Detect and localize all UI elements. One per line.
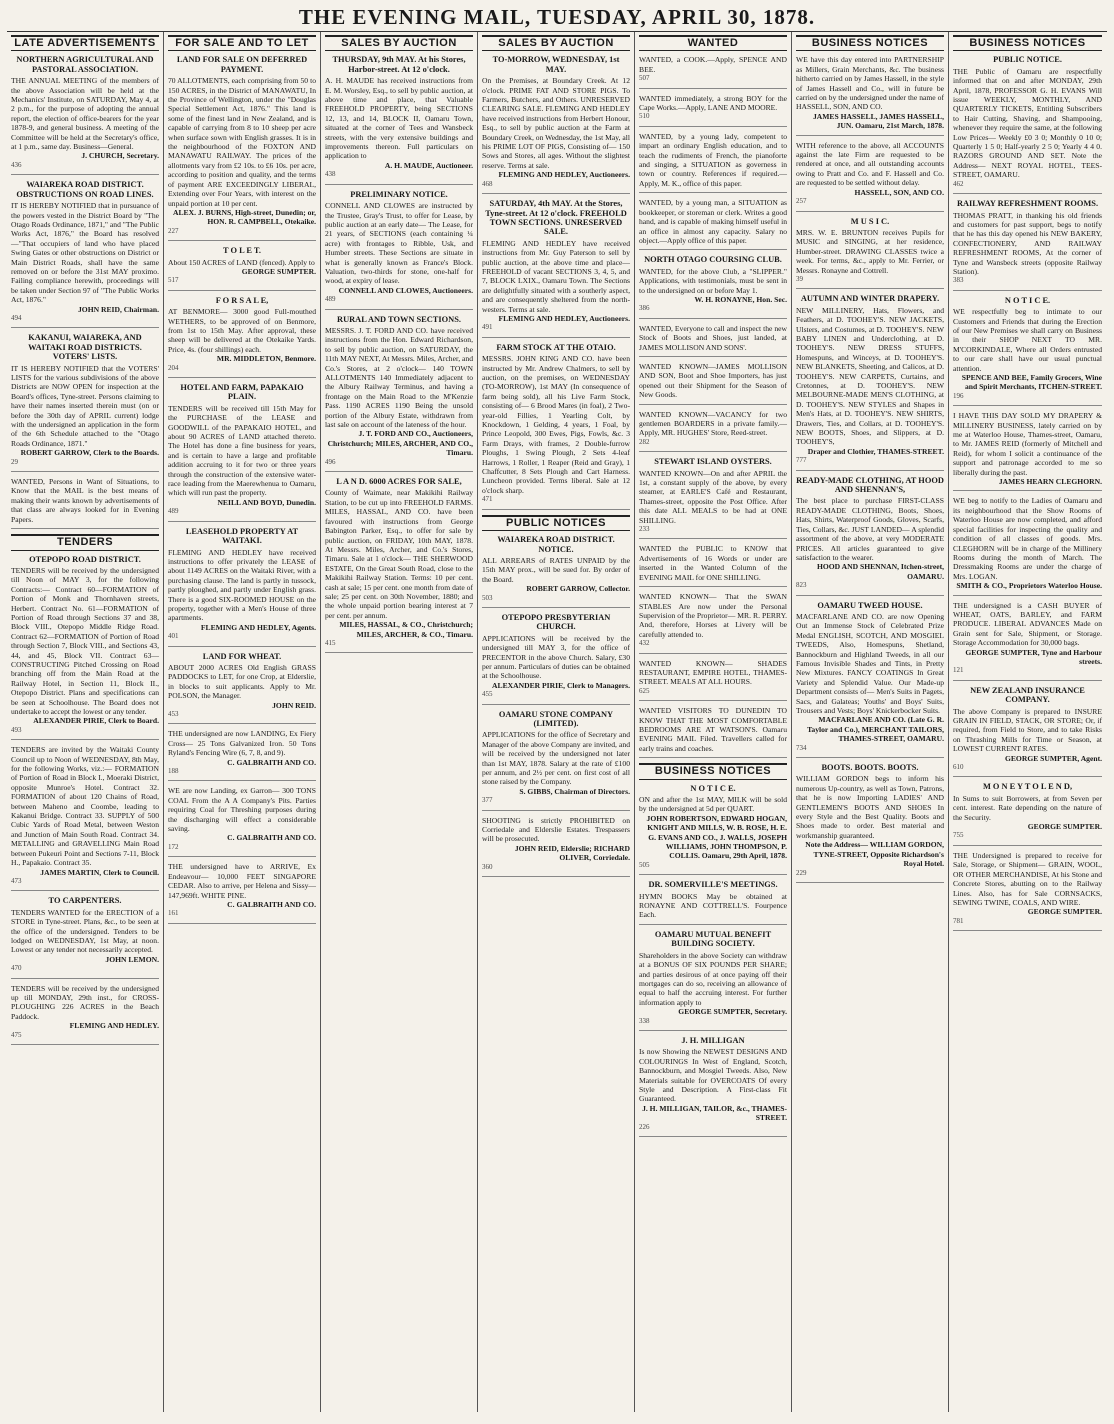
ad-number: 121	[953, 666, 964, 675]
ad-title: OTEPOPO ROAD DISTRICT.	[29, 554, 141, 564]
ad-signature: GEORGE SUMPTER, Tyne and Harbour streets.	[965, 647, 1102, 666]
ad-body: TENDERS will be received by the undersigned till Noon of MAY 3, for the following Contracts:— Contract 60—FORMATION of Portion of Monk and Thornhaven streets, Herbert. Contract No. 61—FORMATION of Portion of Road through Sections 37 and 38, Block VIII., Otepopo Middle Ridge Road. Contract 62—FORMATION of Portion of Road through Section 7, Block VIII., and Sections 43, 44, and 45, Block VII. Contract 63—CONSTRUCTING Pitched Crossing on Road branching off from the Main Road at the Railway Hotel, in Section 11, Block II., Otepopo District. Plans and specifications can be seen at Schoolhouse. The Board does not undertake to accept the lowest or any tender.	[11, 565, 159, 716]
ad-body: THE Undersigned is prepared to receive for Sale, Storage, or Shipment— GRAIN, WOOL, OR OTHER MERCHANDISE, At his Stone and Concrete Stores, abutting on to the Railway Lines. Also, has for Sale CORNSACKS, SEWING TWINE, COALS, AND WIRE.	[953, 850, 1102, 907]
advertisement	[11, 896, 159, 978]
ad-number: 438	[325, 170, 336, 179]
ad-body: WANTED, for the above Club, a "SLIPPER." Applications, with testimonials, must be sent in to the undersigned on or before May 1.	[639, 266, 787, 295]
ad-number: 386	[639, 304, 650, 313]
ad-number: 493	[11, 725, 22, 734]
ad-body: In Sums to suit Borrowers, at from Seven per cent. interest. Rate depending on the nature of the Security.	[953, 793, 1102, 822]
advertisement	[168, 246, 316, 291]
advertisement	[11, 55, 159, 175]
ad-signature: J. H. MILLIGAN, TAILOR, &c., THAMES-STREET.	[642, 1103, 787, 1123]
ad-number: 755	[953, 831, 964, 840]
ad-body: WANTED immediately, a strong BOY for the Cape Works.—Apply, LANE AND MOORE.	[639, 93, 787, 113]
ad-signature: MILES, HASSAL, & CO., Christchurch; MILES, ARCHER, & CO., Timaru.	[339, 620, 473, 639]
ad-signature: FLEMING AND HEDLEY, Auctioneers.	[498, 170, 630, 180]
ad-title: L A N D. 6000 ACRES FOR SALE,	[336, 477, 462, 487]
ad-body: WANTED KNOWN—VACANCY for two gentlemen BOARDERS in a private family.—Apply, MR. HUGHES' Store, Reed-street.	[639, 409, 787, 438]
ad-title: LEASEHOLD PROPERTY AT WAITAKI.	[185, 526, 299, 546]
ad-title: LAND FOR WHEAT.	[202, 651, 282, 661]
ad-body: WANTED, Everyone to call and inspect the new Stock of Boots and Shoes, just landed, at JAMES MOLLISON AND SONS'.	[639, 323, 787, 352]
ad-number: 229	[796, 868, 807, 877]
advertisement	[639, 410, 787, 453]
ad-number: 415	[325, 638, 336, 647]
advertisement	[11, 333, 159, 472]
ad-body: TENDERS are invited by the Waitaki County Council up to Noon of WEDNESDAY, 8th May, for the following Works, viz.:— FORMATION of Portion of Road in Block I., Moeraki District, opposite Munroe's Hotel. Contract 32. FORMATION of about 120 Chains of Road, between Maheno and Coombe, leading to Kakanui Bridge. Contract 33. SUPPLY of 500 Cubic Yards of Road Metal, between Weston and Junction of Main South Road. Contract 34. METALLING and GRAVELLING Main Road between Pukeuri Point and Sections 7-11, Block H., Papakaio. Contract 35.	[11, 745, 159, 868]
ad-title: PUBLIC NOTICE.	[993, 55, 1062, 65]
ad-title: KAKANUI, WAIAREKA, AND WAITAKI ROAD DISTRICTS. VOTERS' LISTS.	[28, 333, 142, 362]
ad-body: FLEMING AND HEDLEY have received instructions from Mr. Guy Paterson to sell by public auction, at the above time and place— FREEHOLD of vacant SECTIONS 3, 4, 5, and 7, BLOCK LXIX., Oamaru Town. The Sections are delightfully situated with a southerly aspect, and are consequently sheltered from the north-westers. Terms at sale.	[482, 238, 630, 314]
advertisement	[796, 476, 944, 596]
advertisement	[482, 816, 630, 877]
ad-signature: GEORGE SUMPTER.	[241, 266, 316, 276]
advertisement	[168, 55, 316, 241]
ad-body: ABOUT 2000 ACRES Old English GRASS PADDOCKS to LET, for one Crop, at Elderslie, in blocks to suit applicants. Apply to Mr. POLSON, the Manager.	[168, 662, 316, 701]
ad-body: A. H. MAUDE has received instructions from E. M. Worsley, Esq., to sell by public auction, at above time and place, that Valuable FREEHOLD PROPERTY, being SECTIONS 12, 13, and 14, BLOCK II, Oamaru Town, situated at the corner of Tees and Wansbeck streets, with the very extensive buildings and improvements thereon. Full particulars on application to	[325, 76, 473, 161]
ad-signature: ALEXANDER PIRIE, Clerk to Board.	[33, 716, 159, 726]
ad-body: SHOOTING is strictly PROHIBITED on Corriedale and Elderslie Estates. Trespassers will be prosecuted.	[482, 815, 630, 844]
ad-number: 470	[11, 964, 22, 973]
ad-title: N O T I C E.	[690, 783, 736, 793]
column-4	[478, 32, 635, 1412]
ad-body: WANTED the PUBLIC to KNOW that Advertisements of 16 Words or under are inserted in the Wanted Column of the EVENING MAIL for ONE SHILLING.	[639, 544, 787, 582]
ad-number: 432	[639, 639, 650, 648]
ad-signature: CONNELL AND CLOWES, Auctioneers.	[338, 285, 473, 295]
advertisement	[639, 198, 787, 250]
ad-title: T O L E T.	[223, 246, 261, 256]
ad-signature: MR. MIDDLETON, Benmore.	[216, 354, 316, 364]
ad-title: NEW ZEALAND INSURANCE COMPANY.	[970, 685, 1085, 705]
column-6	[792, 32, 949, 1412]
ad-body: 70 ALLOTMENTS, each comprising from 50 to 150 ACRES, in the District of MANAWATU, In the Province of Wellington, under the "Douglas Special Settlement Act, 1876." This land is some of the finest land in New Zealand, and is capable of carrying from 8 to 10 sheep per acre when surface sown with English grasses. It is in the neighbourhood of the FOXTON AND MANAWATU RAILWAY. The prices of the allotments vary from £2 10s. to £6 10s. per acre, according to position and quality, and the terms of payment ARE EXCEEDINGLY LIBERAL, Extending over Four Years, with interest on the unpaid portion at 10 per cent.	[168, 76, 316, 208]
ad-number: 204	[168, 363, 179, 372]
ad-signature: FLEMING AND HEDLEY.	[69, 1021, 159, 1031]
advertisement	[639, 324, 787, 357]
column-7	[949, 32, 1106, 1412]
ad-body: WE have this day entered into PARTNERSHIP as Millers, Grain Merchants, &c. The business hitherto carried on by James Hassell, in the style of James Hassell and Co., will in future be carried on by the undersigned under the name of HASSELL, SON, AND CO.	[796, 55, 944, 112]
ad-body: APPLICATIONS will be received by the undersigned till MAY 3, for the office of PRECENTOR in the above Church. Salary, £30 per annum. Particulars of duties can be obtained at the Schoolhouse.	[482, 633, 630, 681]
ad-signature: GEORGE SUMPTER, Agent.	[1004, 753, 1102, 763]
ad-title: TO CARPENTERS.	[48, 896, 122, 906]
ad-signature: Draper and Clothier, THAMES-STREET.	[807, 446, 944, 456]
ad-title: M O N E Y T O L E N D,	[982, 782, 1073, 792]
advertisement	[639, 255, 787, 318]
ad-signature: C. GALBRAITH AND CO.	[227, 757, 316, 767]
advertisement	[796, 601, 944, 759]
ad-body: County of Waimate, near Makikihi Railway Station, to be cut up into FREEHOLD FARMS. MILES, HASSAL, AND CO. have been favoured with instructions from George Babington Parker, Esq., to offer for sale by public auction, on FRIDAY, 10th MAY, 1878. At Messrs. Miles, Archer, and Co.'s Stores, Timaru. Sale at 1 o'clock— THE SHERWOOD ESTATE, On the Great South Road, close to the Makikihi Railway Station. Terms: 10 per cent. cash at sale; 15 per cent. one month from date of sale; 25 per cent. on 30th November, 1880; and the whole unpaid portion bearing interest at 7 per cent. per annum.	[325, 488, 473, 620]
ad-signature: JAMES MARTIN, Clerk to Council.	[40, 867, 159, 877]
ad-number: 777	[796, 456, 807, 465]
advertisement	[325, 477, 473, 653]
advertisement	[482, 535, 630, 608]
ad-number: 39	[796, 274, 803, 283]
ad-number: 489	[325, 295, 336, 304]
ad-signature: JOHN REID, Elderslie; RICHARD OLIVER, Corriedale.	[514, 843, 630, 863]
section-heading: LATE ADVERTISEMENTS	[11, 35, 159, 51]
advertisement	[796, 55, 944, 135]
ad-body: THE undersigned have to ARRIVE, Ex Endeavour— 10,000 FEET SINGAPORE CEDAR. Also to arrive, per Helena and Sissy— 147,969ft. WHITE PINE.	[168, 862, 316, 900]
advertisement	[639, 784, 787, 876]
ad-body: WANTED KNOWN— That the SWAN STABLES Are now under the Personal Supervision of the Proprietor— MR. R. PERRY. And, therefore, Horses at Livery will be carefully attended to.	[639, 592, 787, 639]
ad-number: 233	[639, 525, 650, 534]
ad-title: LAND FOR SALE ON DEFERRED PAYMENT.	[176, 55, 308, 74]
ad-body: WITH reference to the above, all ACCOUNTS against the late Firm are requested to be rendered at once, and all outstanding accounts owing to Pratt and Co. and F. Hassell and Co. are requested to be settled without delay.	[796, 140, 944, 188]
ad-body: I HAVE THIS DAY SOLD MY DRAPERY & MILLINERY BUSINESS, lately carried on by me at Waterloo House, Thames-street, Oamaru, to Mr. JAMES REID (formerly of Mitchell and Reid), for whom I solicit a continuance of the support and patronage accorded to me so liberally during the past.	[953, 411, 1102, 477]
ad-number: 196	[953, 391, 964, 400]
advertisement	[796, 217, 944, 290]
advertisement	[168, 527, 316, 647]
ad-number: 188	[168, 767, 179, 776]
ad-title: BOOTS. BOOTS. BOOTS.	[821, 763, 919, 773]
ad-number: 494	[11, 313, 22, 322]
ad-title: HOTEL AND FARM, PAPAKAIO PLAIN.	[180, 383, 304, 402]
advertisement	[11, 745, 159, 891]
ad-body: THOMAS PRATT, in thanking his old friends and customers for past support, begs to notify that he has this day opened his NEW BAKERY, CONFECTIONERY, AND RAILWAY REFRESHMENT ROOMS, At the corner of Tyne and Wansbeck streets (opposite Railway Station).	[953, 210, 1102, 276]
columns-container	[7, 32, 1107, 1412]
ad-signature: GEORGE SUMPTER.	[1027, 907, 1102, 917]
ad-title: F O R S A L E,	[215, 295, 269, 305]
ad-body: CONNELL AND CLOWES are instructed by the Trustee, Gray's Trust, to offer for Lease, by public auction at an early date— The Lease, for 21 years, of SECTIONS (each containing ¼ acre) with frontages to Ribble, Usk, and Humber streets. These Sections are situate in what is generally known as France's Block. Valuation, two-thirds for stone, one-half for wood, at expiry of lease.	[325, 201, 473, 286]
ad-title: DR. SOMERVILLE'S MEETINGS.	[648, 880, 778, 890]
ad-title: OAMARU MUTUAL BENEFIT BUILDING SOCIETY.	[654, 929, 772, 949]
ad-body: ON and after the 1st MAY, MILK will be sold by the undersigned at 5d per QUART.	[639, 795, 787, 814]
ad-title: NORTH OTAGO COURSING CLUB.	[644, 255, 782, 265]
ad-signature: ROBERT GARROW, Clerk to the Boards.	[20, 448, 159, 458]
ad-body: Is now Showing the NEWEST DESIGNS AND COLOURINGS In West of England, Scotch, Bannockburn, and Mosgiel Tweeds. Also, New Materials suitable for OVERCOATS Of every Style and Description. A First-class Fit Guaranteed.	[639, 1047, 787, 1104]
ad-signature: J. T. FORD AND CO., Auctioneers, Christchurch; MILES, ARCHER, AND CO., Timaru.	[327, 429, 473, 458]
section-heading: SALES BY AUCTION	[325, 35, 473, 51]
ad-title: TO-MORROW, WEDNESDAY, 1st MAY.	[492, 55, 620, 74]
advertisement	[639, 55, 787, 88]
ad-body: WE respectfully beg to intimate to our Customers and Friends that during the Erection of our New Premises we shall carry on Business in their SHOP NEXT TO MR. M'CORKINDALE, Where all Orders entrusted to our care shall have our usual punctual attention.	[953, 307, 1102, 373]
advertisement	[796, 141, 944, 212]
advertisement	[639, 94, 787, 127]
advertisement	[168, 786, 316, 857]
ad-body: IT IS HEREBY NOTIFIED that the VOTERS' LISTS for the various subdivisions of the above Districts are NOW OPEN for inspection at the Board's offices, Tyne-street. Persons claiming to have their names inserted therein must (on or before the 30th day of APRIL current) lodge with the undersigned an application in the form of the 6th Schedule attached to the "Otago Roads Ordinance, 1871."	[11, 363, 159, 448]
section-heading: FOR SALE AND TO LET	[168, 35, 316, 51]
ad-body: MACFARLANE AND CO. are now Opening Out an Immense Stock of Celebrated Prize Medal ENGLISH, SCOTCH, AND MOSGIEL TWEEDS, Also, Homespuns, Shetland, Bannockburn and Highland Tweeds, in all our Famous Invisible Shades and Tints, in Pretty New Mixtures. FANCY COATINGS In Great Variety and Splendid Value. Our Made-up Department consists of— Men's Suits in Pagets, Sacs, and Galateas; Youths' and Boys' Suits, Trousers and Vests; Boys' Knickerbocker Suits.	[796, 611, 944, 715]
ad-body: WE beg to notify to the Ladies of Oamaru and its neighbourhood that the Show Rooms of Waterloo House are now completed, and afford special facilities for inspecting the quality and condition of all classes of goods. Mrs. CLEGHORN will be in charge of the Millinery Rooms during the month of March. The Dressmaking Rooms are under the charge of Mrs. LOGAN.	[953, 496, 1102, 581]
ad-signature: JAMES HEARN CLEGHORN.	[998, 477, 1102, 487]
column-5	[635, 32, 792, 1412]
ad-number: 781	[953, 916, 964, 925]
ad-number: 507	[639, 74, 650, 83]
ad-number: 257	[796, 197, 807, 206]
ad-signature: GEORGE SUMPTER, Secretary.	[678, 1007, 787, 1017]
ad-number: 436	[11, 160, 22, 169]
advertisement	[168, 862, 316, 923]
ad-body: WE are now Landing, ex Garron— 300 TONS COAL From the A A Company's Pits. Parties requiring Coal for Threshing purposes during the discharging will effect a considerable saving.	[168, 786, 316, 834]
ad-number: 338	[639, 1016, 650, 1025]
advertisement	[325, 55, 473, 184]
ad-body: About 150 ACRES of LAND (fenced). Apply to	[168, 257, 315, 267]
advertisement	[953, 496, 1102, 595]
advertisement	[639, 1036, 787, 1137]
ad-signature: J. CHURCH, Secretary.	[81, 151, 159, 161]
ad-title: THURSDAY, 9th MAY. At his Stores, Harbor-street. At 12 o'clock.	[332, 55, 466, 74]
ad-title: N O T I C E.	[1004, 295, 1051, 305]
ad-signature: FLEMING AND HEDLEY, Auctioneers.	[498, 313, 630, 323]
masthead: THE EVENING MAIL, TUESDAY, APRIL 30, 1878.	[7, 3, 1107, 32]
column-2	[164, 32, 321, 1412]
ad-body: WANTED KNOWN—JAMES MOLLISON AND SON, Boot and Shoe Importers, has just opened out their Shipment for the Season of New Goods.	[639, 361, 787, 400]
ad-title: STEWART ISLAND OYSTERS.	[654, 457, 772, 467]
ad-number: 29	[11, 457, 18, 466]
ad-number: 453	[168, 710, 179, 718]
advertisement	[168, 383, 316, 522]
ad-signature: W. H. RONAYNE, Hon. Sec.	[694, 294, 787, 304]
ad-body: TENDERS will be received till 15th May for the PURCHASE of the LEASE and GOODWILL of the PAPAKAIO HOTEL, and about 90 ACRES of LAND attached thereto. The Hotel has done a fine business for years, and is certain to have a large and profitable addition accruing to it for two or three years through the construction of the extensive water-race leading from the Maerewhenua to Oamaru, which will run past the property.	[168, 403, 316, 498]
section-heading: TENDERS	[11, 534, 159, 550]
ad-signature: JOHN ROBERTSON, EDWARD HOGAN, KNIGHT AND MILLS, W. B. ROSE, H. E. G. EVANS AND CO., J. WALLS, JOSEPH WILLIAMS, JOHN THOMPSON, P. COLLIS. Oamaru, 29th April, 1878.	[646, 813, 787, 861]
ad-signature: S. GIBBS, Chairman of Directors.	[519, 786, 630, 796]
ad-number: 503	[482, 593, 493, 602]
advertisement	[482, 55, 630, 194]
ad-title: RURAL AND TOWN SECTIONS.	[337, 314, 461, 324]
ad-title: PRELIMINARY NOTICE.	[350, 189, 448, 199]
ad-number: 823	[796, 581, 807, 590]
advertisement	[639, 706, 787, 758]
ad-body: MRS. W. E. BRUNTON receives Pupils for MUSIC and SINGING, at her residence, Humber-street. DRAWING CLASSES twice a week. For terms, &c., apply to Mr. Ferrier, or Messrs. Ronayne and Cottrell.	[796, 227, 944, 275]
ad-body: WANTED, by a young lady, competent to impart an ordinary English education, and to teach the rudiments of French, the pianoforte and singing, a SITUATION as governess in town or country. References if required.—Apply, M. K., office of this paper.	[639, 131, 787, 188]
ad-signature: GEORGE SUMPTER.	[1027, 822, 1102, 832]
ad-body: THE undersigned is a CASH BUYER of WHEAT, OATS, BARLEY, and FARM PRODUCE. LIBERAL ADVANCES Made on Grain sent for Sale, Shipment, or Storage. Storage Accommodation for 30,000 bags.	[953, 600, 1102, 648]
advertisement	[639, 592, 787, 653]
ad-number: 734	[796, 743, 807, 752]
ad-signature: ALEXANDER PIRIE, Clerk to Managers.	[492, 680, 630, 690]
column-3	[321, 32, 478, 1412]
advertisement	[325, 190, 473, 310]
ad-number: 226	[639, 1122, 650, 1131]
ad-signature: C. GALBRAITH AND CO.	[227, 833, 316, 843]
advertisement	[325, 315, 473, 473]
ad-body: WILLIAM GORDON begs to inform his numerous Up-country, as well as Town, Patrons, that he is now Importing LADIES' AND GENTLEMEN'S BOOTS AND SHOES In every Style and the Best Quality. Boots and Shoes made to order. Best material and workmanship guaranteed.	[796, 774, 944, 840]
ad-signature: SPENCE AND BEE, Family Grocers, Wine and Spirit Merchants, ITCHEN-STREET.	[961, 373, 1102, 392]
ad-signature: HOOD AND SHENNAN, Itchen-street, OAMARU.	[816, 562, 944, 581]
ad-signature: Note the Address— WILLIAM GORDON, TYNE-STREET, Opposite Richardson's Royal Hotel.	[805, 840, 944, 869]
ad-number: 468	[482, 179, 493, 188]
ad-body: HYMN BOOKS May be obtained at RONAYNE AND COTTRELL'S. Fourpence Each.	[639, 891, 787, 920]
ad-body: THE ANNUAL MEETING of the members of the above Association will be held at the Mechanics' Institute, on SATURDAY, May 4, at 2 p.m., for the purpose of adopting the annual report, the election of office-bearers for the year 1878-9, and general business. A meeting of the Committee will be held at the Secretary's office, at 1 p.m., same day. Business—General.	[11, 76, 159, 152]
advertisement	[953, 411, 1102, 491]
ad-signature: HASSELL, SON, AND CO.	[854, 187, 944, 197]
ad-title: M U S I C.	[850, 216, 890, 226]
ad-title: FARM STOCK AT THE OTAIO.	[496, 342, 616, 352]
ad-body: WANTED VISITORS TO DUNEDIN TO KNOW THAT THE MOST COMFORTABLE BEDROOMS ARE AT WATSON'S. Oamaru EVENING MAIL Filed. Travellers called for early trains and coaches.	[639, 706, 787, 753]
advertisement	[953, 686, 1102, 778]
ad-body: Shareholders in the above Society can withdraw at a BONUS OF SIX POUNDS PER SHARE; and parties desirous of at once paying off their mortgages can do so, receiving an allowance of equal to half the accruing interest. For further information apply to	[639, 950, 787, 1007]
ad-number: 610	[953, 763, 964, 772]
ad-body: APPLICATIONS for the office of Secretary and Manager of the above Company are invited, and will be received by the undersigned not later than 1st MAY, 1878. Salary at the rate of £100 per annum, and 2½ per cent. on first cost of all stone raised by the Company.	[482, 730, 630, 787]
ad-body: ALL ARREARS of RATES UNPAID by the 15th MAY prox., will be sued for. By order of the Board.	[482, 555, 630, 584]
ad-body: NEW MILLINERY, Hats, Flowers, and Feathers, at D. TOOHEY'S. NEW JACKETS, Ulsters, and Costumes, at D. TOOHEY'S. NEW BABY LINEN and Underclothing, at D. TOOHEY'S. NEW DRESS STUFFS, Homespuns, and Winceys, at D. TOOHEY'S. NEW BLANKETS, Sheeting, and Calicos, at D. TOOHEY'S. NEW CARPETS, Curtains, and Cretonnes, at D. TOOHEY'S. NEW MELBOURNE-MADE MEN'S CLOTHING, at D. TOOHEY'S. NEW STYLES and Shapes in Men's Hats, at D. TOOHEY'S. NEW SHIRTS, Drawers, Ties, and Collars, at D. TOOHEY'S. NEW BOOTS, Shoes, and Slippers, at D. TOOHEY'S,	[796, 305, 944, 447]
ad-number: 625	[639, 686, 650, 695]
section-heading: BUSINESS NOTICES	[953, 35, 1102, 51]
advertisement	[168, 729, 316, 781]
ad-body: TENDERS WANTED for the ERECTION of a STORE in Tyne-street. Plans, &c., to be seen at the office of the undersigned. Tenders to be lodged on WEDNESDAY, 1st May, at noon. Lowest or any tender not necessarily accepted.	[11, 907, 159, 955]
advertisement	[953, 601, 1102, 681]
ad-number: 496	[325, 457, 336, 466]
ad-number: 505	[639, 860, 650, 869]
section-heading: PUBLIC NOTICES	[482, 515, 630, 531]
ad-number: 473	[11, 876, 22, 885]
ad-signature: JAMES HASSELL, JAMES HASSELL, JUN. Oamaru, 21st March, 1878.	[812, 111, 944, 131]
ad-body: WANTED KNOWN—On and after APRIL the 1st, a constant supply of the above, by every steamer, at EARLE'S Café and Restaurant, Thames-street, opposite the Post Office. After this date ALL MEALS to be had at ONE SHILLING.	[639, 468, 787, 525]
ad-title: OAMARU STONE COMPANY (LIMITED).	[498, 709, 614, 728]
ad-title: NORTHERN AGRICULTURAL AND PASTORAL ASSOCIATION.	[16, 55, 154, 74]
ad-number: 471	[482, 495, 493, 504]
advertisement	[639, 880, 787, 925]
ad-number: 383	[953, 276, 964, 285]
ad-body: WANTED, a COOK.—Apply, SPENCE AND BEE.	[639, 55, 787, 74]
ad-number: 161	[168, 909, 179, 918]
advertisement	[482, 613, 630, 705]
advertisement	[168, 296, 316, 378]
ad-number: 491	[482, 323, 493, 332]
ad-number: 489	[168, 507, 179, 516]
ad-title: RAILWAY REFRESHMENT ROOMS.	[956, 199, 1099, 209]
advertisement	[482, 343, 630, 510]
ad-number: 401	[168, 632, 179, 641]
advertisement	[639, 659, 787, 702]
ad-body: THE Public of Oamaru are respectfully informed that on and after MONDAY, 29th April, 1878, PROFESSOR G. H. EVANS Will issue WEEKLY, MONTHLY, AND QUARTERLY TICKETS, Entitling Subscribers to Hair Cutting, Shaving, and Shampooing, whenever they require the same, at the following Low Prices— Weekly £0 3 0; Monthly 0 10 0; Quarterly 1 5 0; Half-yearly 2 5 0; Yearly 4 4 0. RAZORS GROUND AND SET. Note the Address— NEXT ROYAL HOTEL, TEES-STREET, OAMARU.	[953, 66, 1102, 180]
section-heading: BUSINESS NOTICES	[639, 763, 787, 779]
ad-signature: NEILL AND BOYD, Dunedin.	[217, 497, 316, 507]
ad-title: WAIAREKA ROAD DISTRICT. OBSTRUCTIONS ON ROAD LINES.	[16, 180, 154, 199]
ad-body: IT IS HEREBY NOTIFIED that in pursuance of the powers vested in the District Board by "The Otago Roads Ordinance, 1871," and "The Public Works Act, 1876," the Board has resolved—"That occupiers of land who have placed Swing Gates or other obstructions on District or Main District Roads, shall have the same removed on or before the 31st MAY proximo. Failing compliance herewith, proceedings will be taken under Section 97 of "The Public Works Act, 1876."	[11, 201, 159, 305]
ad-number: 377	[482, 796, 493, 805]
ad-body: WANTED KNOWN— SHADES RESTAURANT, EMPIRE HOTEL, THAMES-STREET. MEALS AT ALL HOURS.	[639, 658, 787, 687]
advertisement	[168, 652, 316, 725]
ad-title: OAMARU TWEED HOUSE.	[817, 600, 923, 610]
ad-body: The above Company is prepared to INSURE GRAIN IN FIELD, STACK, OR STORE; Or, if required, from Field to Store, and to take Risks on Thrashing Mills for Time or Season, at LOWEST CURRENT RATES.	[953, 706, 1102, 754]
advertisement	[953, 851, 1102, 931]
ad-signature: MACFARLANE AND CO. (Late G. R. Taylor and Co.), MERCHANT TAILORS, THAMES-STREET, OAMARU.	[807, 715, 944, 744]
advertisement	[482, 710, 630, 811]
ad-body: On the Premises, at Boundary Creek. At 12 o'clock. PRIME FAT AND STORE PIGS. To Farmers, Butchers, and Others. UNRESERVED CLEARING SALE. FLEMING AND HEDLEY have received instructions from Herbert Honour, Esq., to sell by public auction at the Farm at Boundary Creek, on Wednesday, the 1st May, all his PRIME LOT OF PIGS, Consisting of— 150 Sows and Stores, all ages. Without the slightest reserve. Terms at sale.	[482, 76, 630, 170]
advertisement	[796, 294, 944, 470]
advertisement	[796, 763, 944, 883]
ad-signature: C. GALBRAITH AND CO.	[227, 899, 316, 909]
ad-signature: SMITH & CO., Proprietors Waterloo House.	[956, 581, 1102, 591]
advertisement	[953, 782, 1102, 845]
advertisement	[11, 180, 159, 328]
ad-signature: JOHN REID, Chairman.	[77, 304, 159, 314]
advertisement	[11, 477, 159, 529]
ad-body: AT BENMORE— 3000 good Full-mouthed WETHERS, to be approved of on Benmore, from 1st to 15th May. After approval, these sheep will be delivered at the Otekaike Yards. Price, 4s. (four shillings) each.	[168, 307, 316, 354]
advertisement	[953, 55, 1102, 194]
ad-number: 517	[168, 276, 179, 285]
ad-title: READY-MADE CLOTHING, AT HOOD AND SHENNAN'S,	[796, 475, 944, 495]
advertisement	[953, 296, 1102, 406]
newspaper-page	[7, 3, 1107, 1418]
ad-number: 172	[168, 842, 179, 851]
section-heading: WANTED	[639, 35, 787, 51]
ad-body: MESSRS. J. T. FORD AND CO. have received instructions from the Hon. Edward Richardson, to sell by public auction, on SATURDAY, the 11th MAY NEXT, At Messrs. Miles, Archer, and Co.'s Stores, at 2 o'clock— 140 TOWN ALLOTMENTS 140 Immediately adjacent to the Albury Railway Terminus, and having a frontage on the Main Road to the M'Kenzie Pass. 1190 ACRES 1190 Being the unsold portion of the Albury Estate, withdrawn from last sale on account of the lateness of the hour.	[325, 325, 473, 430]
ad-body: WANTED, by a young man, a SITUATION as bookkeeper, or storeman or clerk. Writes a good hand, and is capable of making himself useful in an office in almost any capacity. Salary no object.—Apply office of this paper.	[639, 198, 787, 245]
ad-number: 360	[482, 862, 493, 871]
section-heading: SALES BY AUCTION	[482, 35, 630, 51]
ad-body: TENDERS will be received by the undersigned up till MONDAY, 29th inst., for CROSS-PLOUGHING 226 ACRES in the Beach Paddock.	[11, 983, 159, 1021]
ad-number: 462	[953, 179, 964, 188]
advertisement	[11, 984, 159, 1045]
ad-signature: FLEMING AND HEDLEY, Agents.	[200, 622, 316, 632]
ad-body: FLEMING AND HEDLEY have received instructions to offer privately the LEASE of about 1149 ACRES on the Waitaki River, with a purchasing clause. The land is partly in tussock, partly ploughed, and partly under English grass. There is a good SIX-ROOMED HOUSE on the property, together with a Men's House of three apartments.	[168, 547, 316, 623]
ad-body: THE undersigned are now LANDING, Ex Fiery Cross— 25 Tons Galvanized Iron. 50 Tons Ryland's Fencing Wire (6, 7, 8, and 9).	[168, 729, 316, 758]
ad-title: SATURDAY, 4th MAY. At the Stores, Tyne-street. At 12 o'clock. FREEHOLD TOWN SECTIONS. UNRESERVED SALE.	[485, 199, 627, 237]
ad-title: OTEPOPO PRESBYTERIAN CHURCH.	[501, 612, 611, 632]
ad-signature: JOHN REID.	[272, 700, 316, 710]
ad-title: J. H. MILLIGAN	[681, 1035, 745, 1045]
advertisement	[639, 132, 787, 193]
ad-number: 475	[11, 1030, 22, 1039]
advertisement	[639, 457, 787, 539]
ad-body: MESSRS. JOHN KING AND CO. have been instructed by Mr. Andrew Chalmers, to sell by auction, on the premises, on WEDNESDAY (TO-MORROW), 1st MAY (In consequence of farm being sold), all his Live Farm Stock, consisting of— 6 Brood Mares (in foal), 2 Two-year-old Fillies, 1 Yearling Colt, by Knockdown, 1 Gelding, 4 years, 1 Foal, by Prince Leopold, 300 Ewes, Pigs, Fowls, &c. 3 Farm Drays, with frames, 2 Double-furrow Ploughs, 1 Swing Plough, 2 Sets 4-leaf Harrows, 1 Roller, 1 Reaper (Reid and Gray), 1 Chaffcutter, 8 Sets Plough and Cart Harness. Luncheon provided. Terms liberal. Sale at 12 o'clock sharp.	[482, 354, 630, 495]
column-1	[7, 32, 164, 1412]
advertisement	[639, 930, 787, 1031]
ad-number: 282	[639, 437, 650, 446]
ad-number: 455	[482, 690, 493, 699]
ad-title: AUTUMN AND WINTER DRAPERY.	[800, 294, 940, 304]
advertisement	[639, 362, 787, 405]
advertisement	[953, 199, 1102, 291]
ad-signature: A. H. MAUDE, Auctioneer.	[384, 160, 473, 170]
section-heading: BUSINESS NOTICES	[796, 35, 944, 51]
ad-signature: JOHN LEMON.	[105, 954, 159, 964]
ad-title: WAIAREKA ROAD DISTRICT. NOTICE.	[497, 535, 615, 554]
ad-number: 510	[639, 112, 650, 121]
advertisement	[639, 544, 787, 587]
ad-number: 227	[168, 226, 179, 235]
advertisement	[11, 555, 159, 741]
ad-signature: ROBERT GARROW, Collector.	[526, 584, 630, 594]
ad-body: The best place to purchase FIRST-CLASS READY-MADE CLOTHING, Boots, Shoes, Hats, Shirts, Waterproof Goods, Gloves, Scarfs, Ties, Collars, &c. JUST LANDED— A splendid assortment of the above, at very MODERATE PRICES. All articles guaranteed to give satisfaction to the wearer.	[796, 496, 944, 562]
ad-body: WANTED, Persons in Want of Situations, to Know that the MAIL is the best means of making their wants known by advertisements of that class are always looked for in Evening Papers.	[11, 477, 159, 524]
ad-signature: ALEX. J. BURNS, High-street, Dunedin; or, HON. R. CAMPBELL, Otekaike.	[172, 207, 316, 227]
advertisement	[482, 199, 630, 338]
